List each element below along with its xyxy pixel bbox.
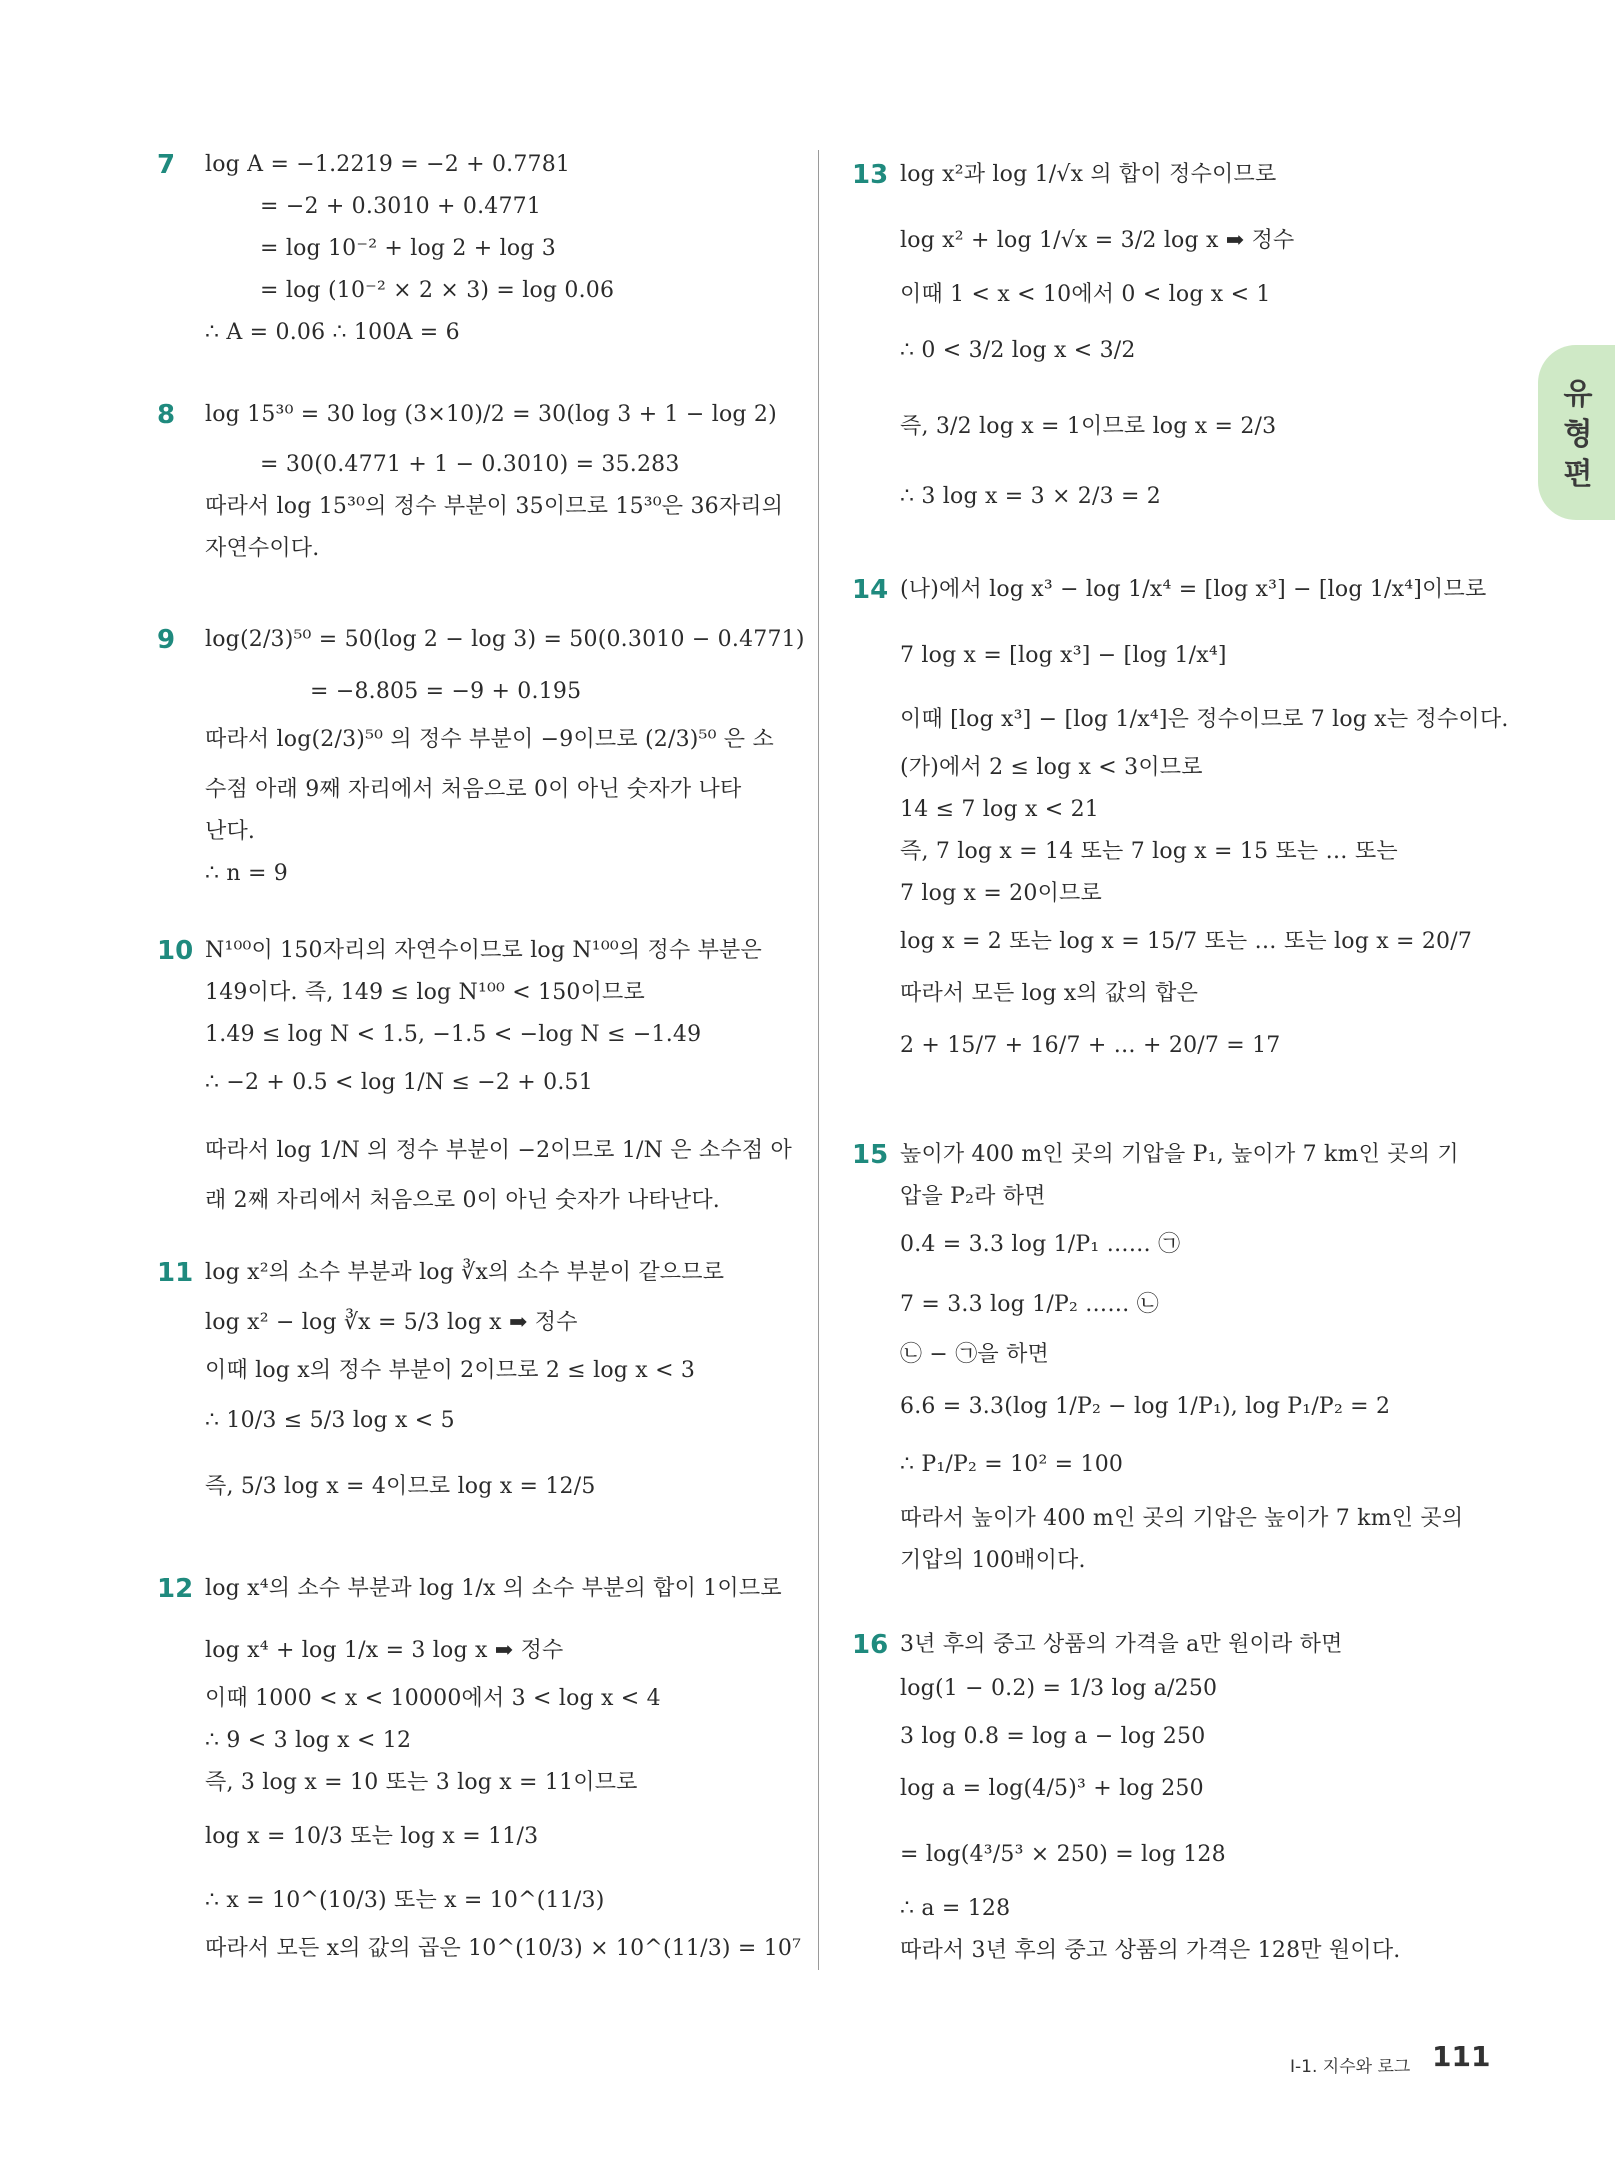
solution-line: ∴ 0 < 3/2 log x < 3/2 [900,338,1136,363]
problem-number: 15 [852,1140,889,1170]
solution-line: 따라서 log 1/N 의 정수 부분이 −2이므로 1/N 은 소수점 아 [205,1138,792,1163]
problem-number: 10 [157,936,194,966]
solution-line: log x = 2 또는 log x = 15/7 또는 … 또는 log x = 20/7 [900,929,1473,954]
solution-line: 따라서 높이가 400 m인 곳의 기압은 높이가 7 km인 곳의 [900,1506,1464,1531]
problem-number: 13 [852,160,889,190]
solution-line: log x⁴ + log 1/x = 3 log x ➡ 정수 [205,1638,564,1663]
solution-line: 7 log x = 20이므로 [900,881,1102,906]
solution-line: 149이다. 즉, 149 ≤ log N¹⁰⁰ < 150이므로 [205,980,645,1005]
solution-line: log x² − log ∛x = 5/3 log x ➡ 정수 [205,1310,578,1335]
problem-number: 7 [157,150,176,180]
solution-line: 난다. [205,819,256,844]
solution-line: log x² + log 1/√x = 3/2 log x ➡ 정수 [900,228,1295,253]
solution-line: ∴ 9 < 3 log x < 12 [205,1728,412,1753]
solution-line: ㉡ − ㉠을 하면 [900,1342,1049,1367]
solution-line: 즉, 3/2 log x = 1이므로 log x = 2/3 [900,414,1277,439]
solution-line: 14 ≤ 7 log x < 21 [900,797,1099,822]
solution-line: 7 = 3.3 log 1/P₂ …… ㉡ [900,1292,1159,1317]
problem-number: 8 [157,400,176,430]
solution-line: log x²의 소수 부분과 log ∛x의 소수 부분이 같으므로 [205,1260,725,1285]
solution-line: ∴ x = 10^(10/3) 또는 x = 10^(11/3) [205,1888,605,1913]
problem-number: 9 [157,625,176,655]
solution-line: log 15³⁰ = 30 log (3×10)/2 = 30(log 3 + 1 − log 2) [205,402,777,427]
solution-line: ∴ 3 log x = 3 × 2/3 = 2 [900,484,1162,509]
solution-line: 압을 P₂라 하면 [900,1184,1046,1209]
solution-line: 래 2째 자리에서 처음으로 0이 아닌 숫자가 나타난다. [205,1188,720,1213]
solution-line: = log 10⁻² + log 2 + log 3 [260,236,556,261]
solution-line: log a = log(4/5)³ + log 250 [900,1776,1204,1801]
solution-line: = −8.805 = −9 + 0.195 [310,679,582,704]
solution-line: ∴ n = 9 [205,861,288,886]
solution-line: log x⁴의 소수 부분과 log 1/x 의 소수 부분의 합이 1이므로 [205,1576,782,1601]
footer-section-title: Ⅰ-1. 지수와 로그 [1290,2057,1411,2077]
solution-line: ∴ A = 0.06 ∴ 100A = 6 [205,320,460,345]
side-tab-label: 유형편 [1563,377,1593,492]
solution-line: 즉, 5/3 log x = 4이므로 log x = 12/5 [205,1474,596,1499]
solution-line: log x = 10/3 또는 log x = 11/3 [205,1824,539,1849]
solution-line: ∴ P₁/P₂ = 10² = 100 [900,1452,1124,1477]
solution-line: = −2 + 0.3010 + 0.4771 [260,194,542,219]
solution-line: 수점 아래 9째 자리에서 처음으로 0이 아닌 숫자가 나타 [205,777,742,802]
solution-line: 3년 후의 중고 상품의 가격을 a만 원이라 하면 [900,1632,1343,1657]
solution-line: log A = −1.2219 = −2 + 0.7781 [205,152,571,177]
solution-line: = log (10⁻² × 2 × 3) = log 0.06 [260,278,615,303]
solution-line: 따라서 모든 log x의 값의 합은 [900,981,1199,1006]
solution-line: 3 log 0.8 = log a − log 250 [900,1724,1206,1749]
solution-line: (가)에서 2 ≤ log x < 3이므로 [900,755,1203,780]
solution-line: ∴ −2 + 0.5 < log 1/N ≤ −2 + 0.51 [205,1070,593,1095]
solution-line: log(2/3)⁵⁰ = 50(log 2 − log 3) = 50(0.3010 − 0.4771) [205,627,805,652]
solution-line: 이때 [log x³] − [log 1/x⁴]은 정수이므로 7 log x는 정수이다. [900,707,1509,732]
solution-line: 0.4 = 3.3 log 1/P₁ …… ㉠ [900,1232,1181,1257]
solution-line: log(1 − 0.2) = 1/3 log a/250 [900,1676,1218,1701]
problem-number: 12 [157,1574,194,1604]
solution-line: 7 log x = [log x³] − [log 1/x⁴] [900,643,1227,668]
solution-line: 따라서 모든 x의 값의 곱은 10^(10/3) × 10^(11/3) = 10⁷ [205,1936,802,1961]
solution-line: = 30(0.4771 + 1 − 0.3010) = 35.283 [260,452,680,477]
solution-line: 따라서 3년 후의 중고 상품의 가격은 128만 원이다. [900,1938,1401,1963]
solution-line: 6.6 = 3.3(log 1/P₂ − log 1/P₁), log P₁/P₂ = 2 [900,1394,1391,1419]
solution-line: ∴ a = 128 [900,1896,1011,1921]
solution-line: 이때 1000 < x < 10000에서 3 < log x < 4 [205,1686,661,1711]
side-tab [1538,345,1615,520]
problem-number: 14 [852,575,889,605]
solution-line: 즉, 7 log x = 14 또는 7 log x = 15 또는 … 또는 [900,839,1398,864]
column-divider [818,150,819,1970]
solution-line: ∴ 10/3 ≤ 5/3 log x < 5 [205,1408,455,1433]
solution-line: 2 + 15/7 + 16/7 + … + 20/7 = 17 [900,1033,1281,1058]
solution-line: 기압의 100배이다. [900,1548,1086,1573]
solution-line: 이때 log x의 정수 부분이 2이므로 2 ≤ log x < 3 [205,1358,696,1383]
solution-line: = log(4³/5³ × 250) = log 128 [900,1842,1226,1867]
solution-line: 즉, 3 log x = 10 또는 3 log x = 11이므로 [205,1770,638,1795]
problem-number: 16 [852,1630,889,1660]
solution-line: N¹⁰⁰이 150자리의 자연수이므로 log N¹⁰⁰의 정수 부분은 [205,938,762,963]
solution-line: (나)에서 log x³ − log 1/x⁴ = [log x³] − [log 1/x⁴]이므로 [900,577,1487,602]
solution-line: log x²과 log 1/√x 의 합이 정수이므로 [900,162,1277,187]
solution-line: 높이가 400 m인 곳의 기압을 P₁, 높이가 7 km인 곳의 기 [900,1142,1459,1167]
solution-line: 따라서 log 15³⁰의 정수 부분이 35이므로 15³⁰은 36자리의 [205,494,784,519]
page-number: 111 [1432,2040,1491,2073]
solution-line: 자연수이다. [205,536,320,561]
problem-number: 11 [157,1258,194,1288]
solution-line: 따라서 log(2/3)⁵⁰ 의 정수 부분이 −9이므로 (2/3)⁵⁰ 은 소 [205,727,774,752]
solution-line: 이때 1 < x < 10에서 0 < log x < 1 [900,282,1271,307]
solution-line: 1.49 ≤ log N < 1.5, −1.5 < −log N ≤ −1.49 [205,1022,702,1047]
